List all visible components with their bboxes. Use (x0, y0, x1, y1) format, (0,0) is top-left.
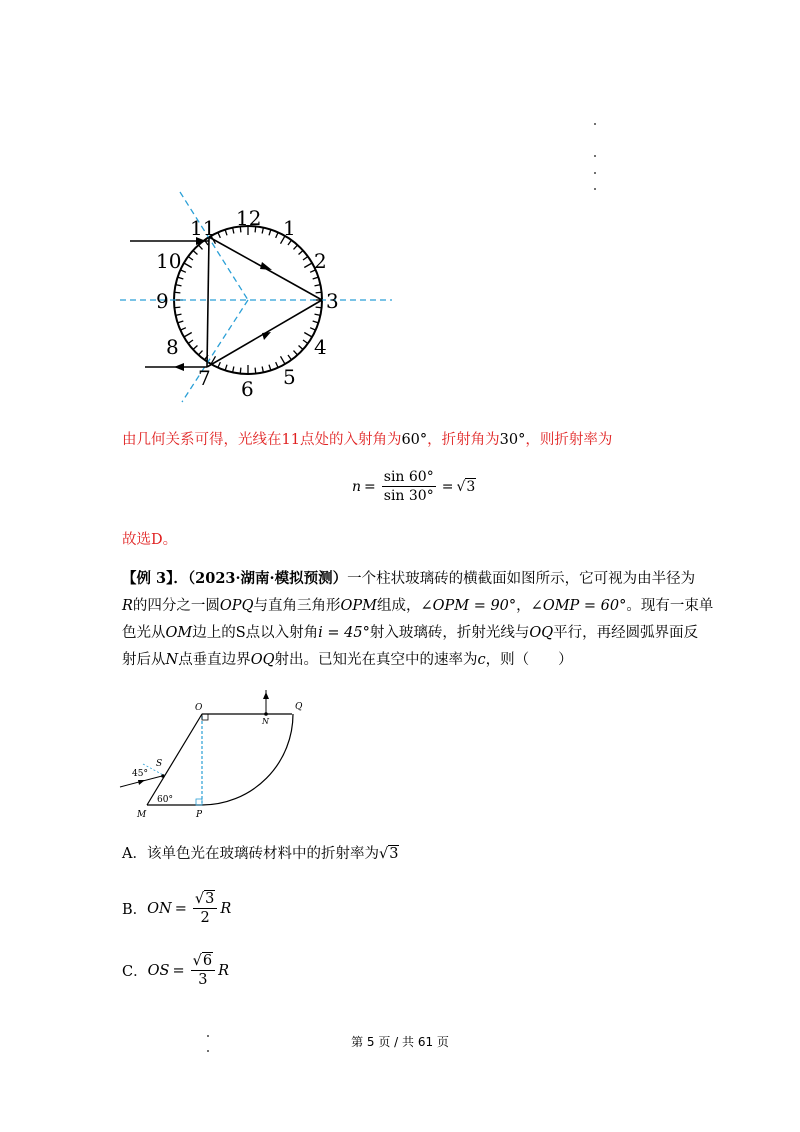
clock-number: 11 (190, 216, 216, 240)
math-expr: ∠OPM = 90° (420, 598, 517, 614)
example-text: 与直角三角形 (253, 598, 341, 614)
math-var: OQ (529, 625, 554, 641)
solution-value: 30° (499, 432, 526, 448)
math-var: ON (147, 900, 172, 917)
glass-figure (115, 685, 315, 820)
formula-eq: = (174, 900, 187, 917)
clock-number: 1 (283, 216, 296, 240)
solution-text: 点处的入射角为 (299, 432, 402, 448)
math-var: OPQ (219, 598, 254, 614)
example-text: 色光从 (122, 625, 166, 641)
solution-line (122, 427, 612, 453)
label-M: M (137, 810, 147, 820)
option-text: 该单色光在玻璃砖材料中的折射率为 (146, 846, 379, 862)
example-source: ．（2023·湖南·模拟预测） (173, 570, 348, 587)
label-angle45: 45° (132, 769, 148, 779)
solution-text: ，折射角为 (427, 432, 500, 448)
clock-tick (281, 356, 286, 364)
clock-tick (184, 263, 192, 268)
right-angle-mark (202, 714, 208, 720)
formula-eq: = (172, 962, 185, 979)
math-var: OQ (250, 652, 275, 668)
clock-number: 2 (314, 249, 327, 273)
example-line-2 (122, 593, 713, 619)
solution-text: ，则折射率为 (525, 432, 613, 448)
option-fraction (193, 890, 217, 927)
sqrt-value: 3 (205, 891, 215, 907)
sqrt-value: 3 (389, 846, 399, 862)
label-N: N (262, 717, 269, 726)
clock-number: 7 (198, 366, 211, 390)
option-A (122, 841, 399, 867)
arrow-head (260, 262, 272, 270)
example-text: ， (516, 598, 531, 614)
right-angle-mark (196, 799, 202, 805)
point-N (264, 712, 268, 716)
example-text: 平行，再经圆弧界面反 (553, 625, 699, 641)
formula-fraction (382, 468, 436, 505)
example-text: 射后从 (122, 652, 166, 668)
math-var: R (122, 598, 133, 614)
example-text: ，则（ ） (485, 652, 573, 668)
solution-text: 由几何关系可得，光线在 (122, 432, 282, 448)
example-text: 点垂直边界 (178, 652, 251, 668)
option-prefix: B． (122, 902, 148, 918)
label-S: S (156, 759, 163, 769)
normal-line-lower (182, 300, 248, 402)
formula-eq: = (364, 478, 376, 495)
math-var: R (220, 900, 232, 917)
example-text: 射入玻璃砖，折射光线与 (369, 625, 530, 641)
stray-dot (594, 172, 596, 174)
option-prefix: A． (122, 846, 147, 862)
arrow-head (174, 363, 184, 371)
answer-line: 故选D。 (122, 532, 178, 548)
arrow-head (262, 332, 271, 340)
example-line-3 (122, 620, 698, 646)
math-var: N (165, 652, 179, 668)
math-var: R (218, 962, 229, 979)
math-var: OPM (340, 598, 377, 614)
option-C (122, 952, 229, 989)
stray-dot (594, 123, 596, 125)
arrow-head (138, 780, 145, 785)
formula-numerator: sin 60° (383, 469, 434, 485)
clock-number: 10 (156, 249, 182, 273)
sqrt-sign: √ (192, 953, 202, 969)
refraction-formula (352, 468, 476, 505)
formula-lhs: n (352, 478, 362, 495)
math-var: OS (147, 962, 170, 979)
clock-number: 8 (166, 335, 179, 359)
sqrt-value: 6 (202, 953, 213, 969)
stray-dot (594, 155, 596, 157)
sqrt-sign: √ (194, 891, 205, 907)
example-line-1 (122, 566, 695, 592)
example-text: 一个柱状玻璃砖的横截面如图所示，它可视为由半径为 (347, 571, 696, 587)
math-var: OM (165, 625, 193, 641)
clock-number: 4 (314, 335, 327, 359)
solution-value: 11 (281, 432, 300, 448)
clock-number: 5 (283, 365, 296, 389)
example-label: 【例 3】 (122, 570, 174, 587)
example-text: 。现有一束单 (626, 598, 714, 614)
clock-number: 3 (326, 289, 339, 313)
arc-PQ (202, 714, 293, 805)
clock-number: 6 (241, 377, 254, 401)
option-fraction (191, 952, 215, 989)
arrow-head (263, 692, 269, 699)
example-text: 组成， (376, 598, 421, 614)
example-line-4 (122, 647, 573, 673)
example-text: 的四分之一圆 (132, 598, 220, 614)
stray-dot (594, 188, 596, 190)
fraction-numerator (191, 952, 215, 971)
example-text: 点以入射角 (245, 625, 319, 641)
clock-figure (110, 190, 400, 405)
page-footer: 第 5 页 / 共 61 页 (351, 1035, 449, 1049)
formula-eq: = (441, 478, 454, 495)
math-var: S (235, 625, 246, 641)
fraction-denominator: 2 (200, 910, 210, 926)
clock-number: 12 (236, 206, 262, 230)
label-angle60: 60° (157, 795, 173, 805)
clock-tick (184, 333, 192, 338)
example-text: 边上的 (192, 625, 236, 641)
math-var: c (477, 652, 486, 668)
clock-tick (304, 333, 312, 338)
point-S (161, 774, 165, 778)
clock-number: 9 (156, 289, 169, 313)
example-text: 射出。已知光在真空中的速率为 (274, 652, 478, 668)
formula-denominator: sin 30° (383, 488, 434, 504)
fraction-numerator (193, 890, 217, 909)
chord-11-7 (207, 237, 209, 367)
sqrt-sign: √ (378, 846, 389, 862)
label-O: O (195, 703, 203, 713)
label-P: P (196, 810, 203, 820)
sqrt-sign: √ (456, 478, 466, 495)
clock-tick (304, 263, 312, 268)
solution-value: 60° (401, 432, 428, 448)
math-expr: i = 45° (318, 625, 370, 641)
stray-dot (207, 1050, 209, 1052)
label-Q: Q (295, 702, 303, 712)
fraction-denominator: 3 (198, 972, 208, 988)
sqrt-value: 3 (466, 479, 476, 495)
math-expr: ∠OMP = 60° (530, 598, 627, 614)
option-B (122, 890, 231, 927)
option-prefix: C． (122, 964, 148, 980)
